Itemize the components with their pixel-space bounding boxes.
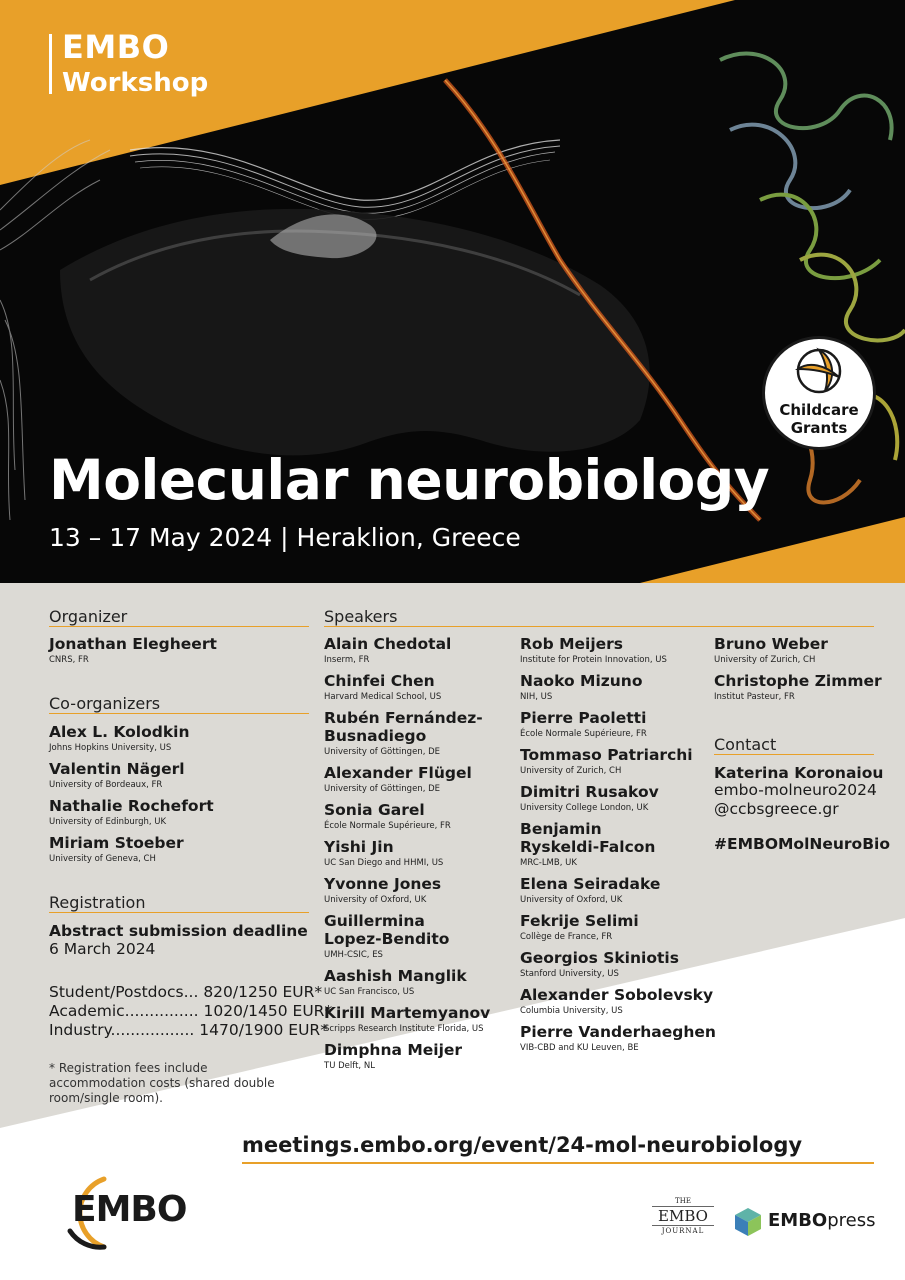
speaker-name: Sonia Garel: [324, 801, 425, 819]
speaker-name: Alexander Sobolevsky: [520, 986, 714, 1004]
speaker-affiliation: Institute for Protein Innovation, US: [520, 655, 667, 665]
fee-row: Industry................. 1470/1900 EUR*: [49, 1021, 328, 1039]
embo-journal-logo[interactable]: THE EMBO JOURNAL: [652, 1197, 714, 1235]
speaker-affiliation: Scripps Research Institute Florida, US: [324, 1024, 484, 1034]
speaker-affiliation: TU Delft, NL: [324, 1061, 375, 1071]
speaker-name: Benjamin Ryskeldi-Falcon: [520, 820, 656, 856]
organizer-affiliation: CNRS, FR: [49, 655, 89, 665]
speaker-affiliation: University of Zurich, CH: [520, 766, 622, 776]
coorganizer-name: Alex L. Kolodkin: [49, 723, 190, 741]
speaker-name: Kirill Martemyanov: [324, 1004, 491, 1022]
organizer-heading: Organizer: [49, 607, 128, 626]
coorganizers-rule: [49, 713, 309, 714]
speaker-name: Dimphna Meijer: [324, 1041, 463, 1059]
coorganizer-name: Miriam Stoeber: [49, 834, 184, 852]
speaker-name: Rob Meijers: [520, 635, 624, 653]
coorganizer-affiliation: Johns Hopkins University, US: [49, 743, 172, 753]
speaker-affiliation: NIH, US: [520, 692, 553, 702]
speaker-name: Chinfei Chen: [324, 672, 435, 690]
hero-banner: [0, 0, 905, 583]
speaker-affiliation: École Normale Supérieure, FR: [520, 729, 647, 739]
badge-label: Childcare Grants: [779, 401, 859, 437]
speaker-affiliation: Collège de France, FR: [520, 932, 613, 942]
speaker-affiliation: UMH-CSIC, ES: [324, 950, 383, 960]
speaker-name: Elena Seiradake: [520, 875, 661, 893]
deadline-label: Abstract submission deadline: [49, 922, 308, 940]
speaker-affiliation: Institut Pasteur, FR: [714, 692, 795, 702]
event-title: Molecular neurobiology: [49, 448, 770, 512]
coorganizer-affiliation: University of Bordeaux, FR: [49, 780, 163, 790]
fee-footnote: * Registration fees include accommodation costs (shared double room/single room).: [49, 1061, 275, 1105]
contact-email-line2[interactable]: @ccbsgreece.gr: [714, 800, 839, 818]
coorganizers-heading: Co-organizers: [49, 694, 161, 713]
speaker-affiliation: University College London, UK: [520, 803, 649, 813]
brand-line1: EMBO: [62, 28, 170, 66]
brand-line2: Workshop: [62, 68, 209, 98]
contact-hashtag: #EMBOMolNeuroBio: [714, 835, 890, 853]
speaker-name: Bruno Weber: [714, 635, 828, 653]
event-url-link[interactable]: meetings.embo.org/event/24-mol-neurobiology: [242, 1133, 803, 1157]
speakers-rule: [324, 626, 874, 627]
speaker-affiliation: University of Göttingen, DE: [324, 747, 441, 757]
speaker-name: Guillermina Lopez-Bendito: [324, 912, 450, 948]
contact-heading: Contact: [714, 735, 777, 754]
speaker-name: Alain Chedotal: [324, 635, 452, 653]
speaker-affiliation: Stanford University, US: [520, 969, 619, 979]
fee-row: Student/Postdocs... 820/1250 EUR*: [49, 983, 323, 1001]
coorganizer-affiliation: University of Geneva, CH: [49, 854, 156, 864]
deadline-date: 6 March 2024: [49, 940, 156, 958]
speaker-name: Tommaso Patriarchi: [520, 746, 693, 764]
speaker-affiliation: University of Zurich, CH: [714, 655, 816, 665]
speaker-name: Rubén Fernández-Busnadiego: [324, 709, 483, 745]
contact-rule: [714, 754, 874, 755]
speaker-affiliation: UC San Diego and HHMI, US: [324, 858, 444, 868]
speaker-name: Dimitri Rusakov: [520, 783, 659, 801]
speaker-name: Georgios Skiniotis: [520, 949, 679, 967]
speaker-affiliation: University of Oxford, UK: [520, 895, 623, 905]
speaker-affiliation: VIB-CBD and KU Leuven, BE: [520, 1043, 639, 1053]
embo-logo-text: EMBO: [72, 1189, 187, 1230]
registration-rule: [49, 912, 309, 913]
speaker-name: Aashish Manglik: [324, 967, 467, 985]
event-subtitle: 13 – 17 May 2024 | Heraklion, Greece: [49, 523, 521, 552]
embo-press-logo[interactable]: EMBOpress: [768, 1210, 876, 1231]
organizer-name: Jonathan Elegheert: [49, 635, 217, 653]
speaker-affiliation: University of Göttingen, DE: [324, 784, 441, 794]
speaker-affiliation: École Normale Supérieure, FR: [324, 821, 451, 831]
speaker-affiliation: University of Oxford, UK: [324, 895, 427, 905]
speaker-affiliation: UC San Francisco, US: [324, 987, 415, 997]
speaker-name: Alexander Flügel: [324, 764, 472, 782]
speaker-affiliation: Harvard Medical School, US: [324, 692, 442, 702]
speakers-heading: Speakers: [324, 607, 398, 626]
fee-row: Academic............... 1020/1450 EUR*: [49, 1002, 333, 1020]
organizer-rule: [49, 626, 309, 627]
coorganizer-name: Valentin Nägerl: [49, 760, 185, 778]
beach-ball-icon: [795, 347, 843, 395]
speaker-name: Yvonne Jones: [324, 875, 442, 893]
childcare-grants-badge[interactable]: [762, 336, 876, 450]
speaker-name: Yishi Jin: [324, 838, 394, 856]
registration-heading: Registration: [49, 893, 146, 912]
info-section: [0, 583, 905, 1280]
speaker-name: Fekrije Selimi: [520, 912, 639, 930]
coorganizer-name: Nathalie Rochefort: [49, 797, 214, 815]
contact-name: Katerina Koronaiou: [714, 764, 884, 782]
speaker-name: Pierre Paoletti: [520, 709, 647, 727]
brand-divider: [49, 34, 52, 94]
speaker-name: Christophe Zimmer: [714, 672, 882, 690]
speaker-name: Naoko Mizuno: [520, 672, 643, 690]
url-underline: [242, 1162, 874, 1164]
speaker-affiliation: Inserm, FR: [324, 655, 370, 665]
contact-email-line1[interactable]: embo-molneuro2024: [714, 781, 877, 799]
speaker-affiliation: Columbia University, US: [520, 1006, 623, 1016]
coorganizer-affiliation: University of Edinburgh, UK: [49, 817, 167, 827]
embo-press-cube-icon: [734, 1207, 762, 1237]
speaker-affiliation: MRC-LMB, UK: [520, 858, 577, 868]
speaker-name: Pierre Vanderhaeghen: [520, 1023, 716, 1041]
